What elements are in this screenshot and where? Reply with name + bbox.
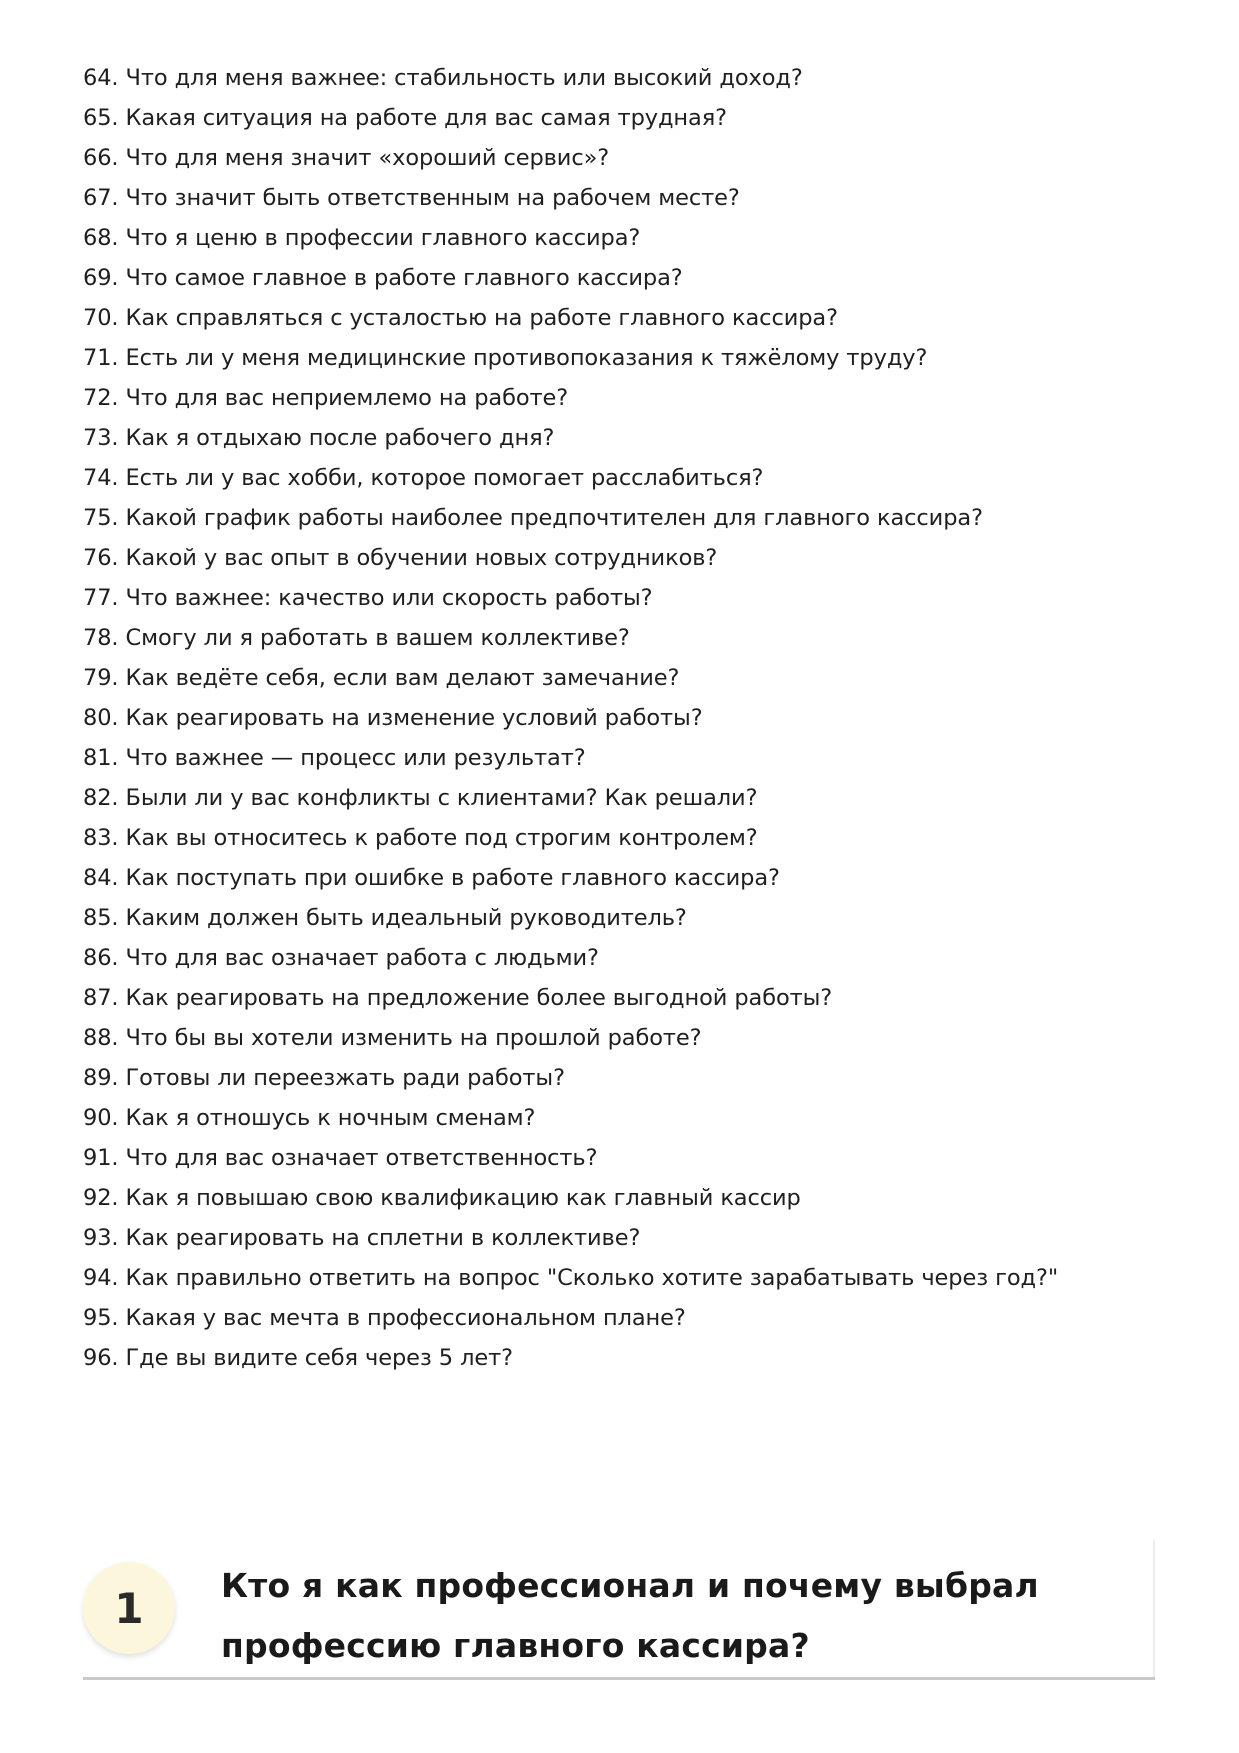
list-item: 83. Как вы относитесь к работе под строгим контролем? [83, 825, 758, 851]
list-item: 72. Что для вас неприемлемо на работе? [83, 385, 569, 411]
list-item: 74. Есть ли у вас хобби, которое помогает расслабиться? [83, 465, 764, 491]
list-item: 94. Как правильно ответить на вопрос "Сколько хотите зарабатывать через год?" [83, 1265, 1059, 1291]
list-item: 87. Как реагировать на предложение более выгодной работы? [83, 985, 833, 1011]
section-header [83, 1540, 1155, 1680]
list-item: 88. Что бы вы хотели изменить на прошлой работе? [83, 1025, 702, 1051]
list-item: 66. Что для меня значит «хороший сервис»? [83, 145, 610, 171]
list-item: 91. Что для вас означает ответственность? [83, 1145, 598, 1171]
list-item: 69. Что самое главное в работе главного кассира? [83, 265, 683, 291]
list-item: 65. Какая ситуация на работе для вас самая трудная? [83, 105, 727, 131]
list-item: 81. Что важнее — процесс или результат? [83, 745, 586, 771]
section-divider [83, 1677, 1155, 1680]
list-item: 82. Были ли у вас конфликты с клиентами? Как решали? [83, 785, 758, 811]
list-item: 84. Как поступать при ошибке в работе главного кассира? [83, 865, 780, 891]
list-item: 71. Есть ли у меня медицинские противопоказания к тяжёлому труду? [83, 345, 928, 371]
list-item: 79. Как ведёте себя, если вам делают замечание? [83, 665, 680, 691]
section-number-badge: 1 [83, 1562, 175, 1654]
list-item: 68. Что я ценю в профессии главного кассира? [83, 225, 641, 251]
list-item: 73. Как я отдыхаю после рабочего дня? [83, 425, 555, 451]
list-item: 96. Где вы видите себя через 5 лет? [83, 1345, 513, 1371]
list-item: 86. Что для вас означает работа с людьми? [83, 945, 599, 971]
question-list [83, 58, 1058, 1378]
section-title: Кто я как профессионал и почему выбрал профессию главного кассира? [221, 1566, 1039, 1665]
list-item: 85. Каким должен быть идеальный руководитель? [83, 905, 687, 931]
list-item: 92. Как я повышаю свою квалификацию как главный кассир [83, 1185, 801, 1211]
list-item: 75. Какой график работы наиболее предпочтителен для главного кассира? [83, 505, 983, 531]
list-item: 95. Какая у вас мечта в профессиональном плане? [83, 1305, 686, 1331]
list-item: 80. Как реагировать на изменение условий работы? [83, 705, 703, 731]
list-item: 78. Смогу ли я работать в вашем коллективе? [83, 625, 630, 651]
list-item: 64. Что для меня важнее: стабильность или высокий доход? [83, 65, 803, 91]
section-edge [1153, 1540, 1155, 1680]
list-item: 90. Как я отношусь к ночным сменам? [83, 1105, 536, 1131]
list-item: 67. Что значит быть ответственным на рабочем месте? [83, 185, 740, 211]
list-item: 89. Готовы ли переезжать ради работы? [83, 1065, 565, 1091]
list-item: 77. Что важнее: качество или скорость работы? [83, 585, 653, 611]
list-item: 93. Как реагировать на сплетни в коллективе? [83, 1225, 641, 1251]
list-item: 70. Как справляться с усталостью на работе главного кассира? [83, 305, 838, 331]
list-item: 76. Какой у вас опыт в обучении новых сотрудников? [83, 545, 718, 571]
